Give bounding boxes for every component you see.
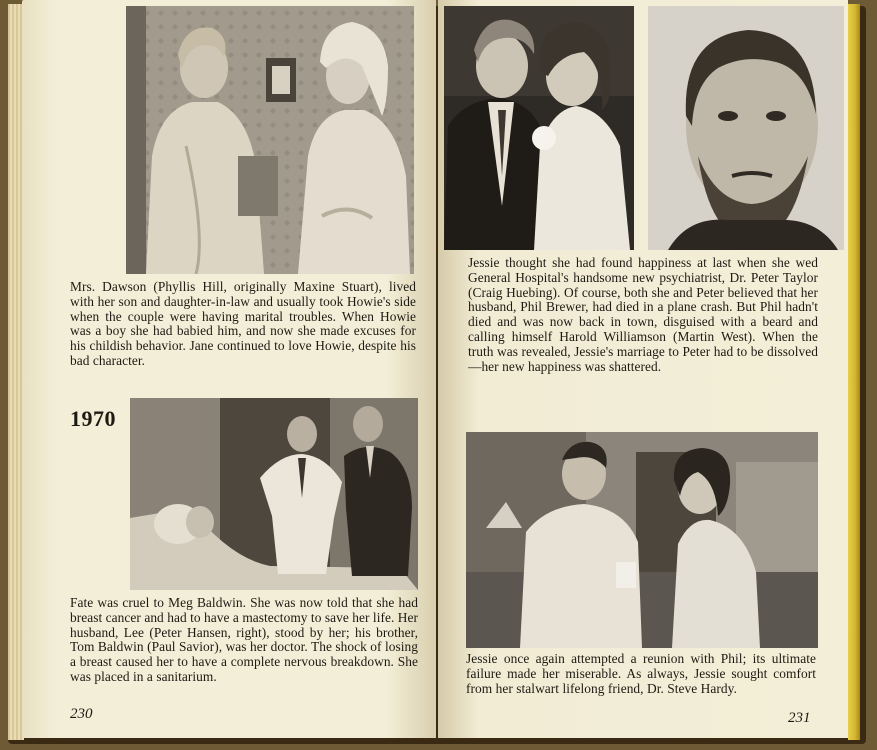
photo-jessie-and-steve-hardy xyxy=(466,432,818,648)
page-number-left: 230 xyxy=(70,706,93,722)
caption-jessie-peter-phil: Jessie thought she had found happiness at last when she wed General Hospital's handsome new psychiatrist, Dr. Peter Taylor (Craig Huebing). Of course, both she and Peter believed that her husband, Phil Brewer, had died in a plane crash. But Phil hadn't died and was now back in town, disguised with a beard and calling himself Harold Williamson (Martin West). When the truth was revealed, Jessie's marriage to Peter had to be dissolved—her new happiness was shattered. xyxy=(468,255,818,374)
right-page xyxy=(438,0,848,738)
year-heading: 1970 xyxy=(70,406,116,431)
page-number-right: 231 xyxy=(788,710,811,726)
photo-meg-baldwin-hospital-bed xyxy=(130,398,418,590)
caption-meg-baldwin: Fate was cruel to Meg Baldwin. She was now told that she had breast cancer and had to have a mastectomy to save her life. Her husband, Lee (Peter Hansen, right), stood by her; his brother, Tom Baldwin (Paul Savior), was her doctor. The shock of losing a breast caused her to have a complete nervous breakdown. She was placed in a sanitarium. xyxy=(70,595,418,684)
caption-jessie-steve-hardy: Jessie once again attempted a reunion with Phil; its ultimate failure made her miserable. As always, Jessie sought comfort from her stalwart lifelong friend, Dr. Steve Hardy. xyxy=(466,651,816,696)
photo-jessie-and-peter-taylor xyxy=(444,6,634,250)
caption-mrs-dawson: Mrs. Dawson (Phyllis Hill, originally Maxine Stuart), lived with her son and daughter-in-law and usually took Howie's side when the couple were having marital troubles. When Howie was a boy she had babied him, and now she made excuses for his childish behavior. Jane continued to love Howie, despite his bad character. xyxy=(70,279,416,368)
left-page xyxy=(22,0,436,738)
photo-bearded-man-martin-west xyxy=(648,6,844,250)
photo-mrs-dawson-and-jane xyxy=(126,6,414,274)
page-stack-edge-right xyxy=(848,4,860,740)
